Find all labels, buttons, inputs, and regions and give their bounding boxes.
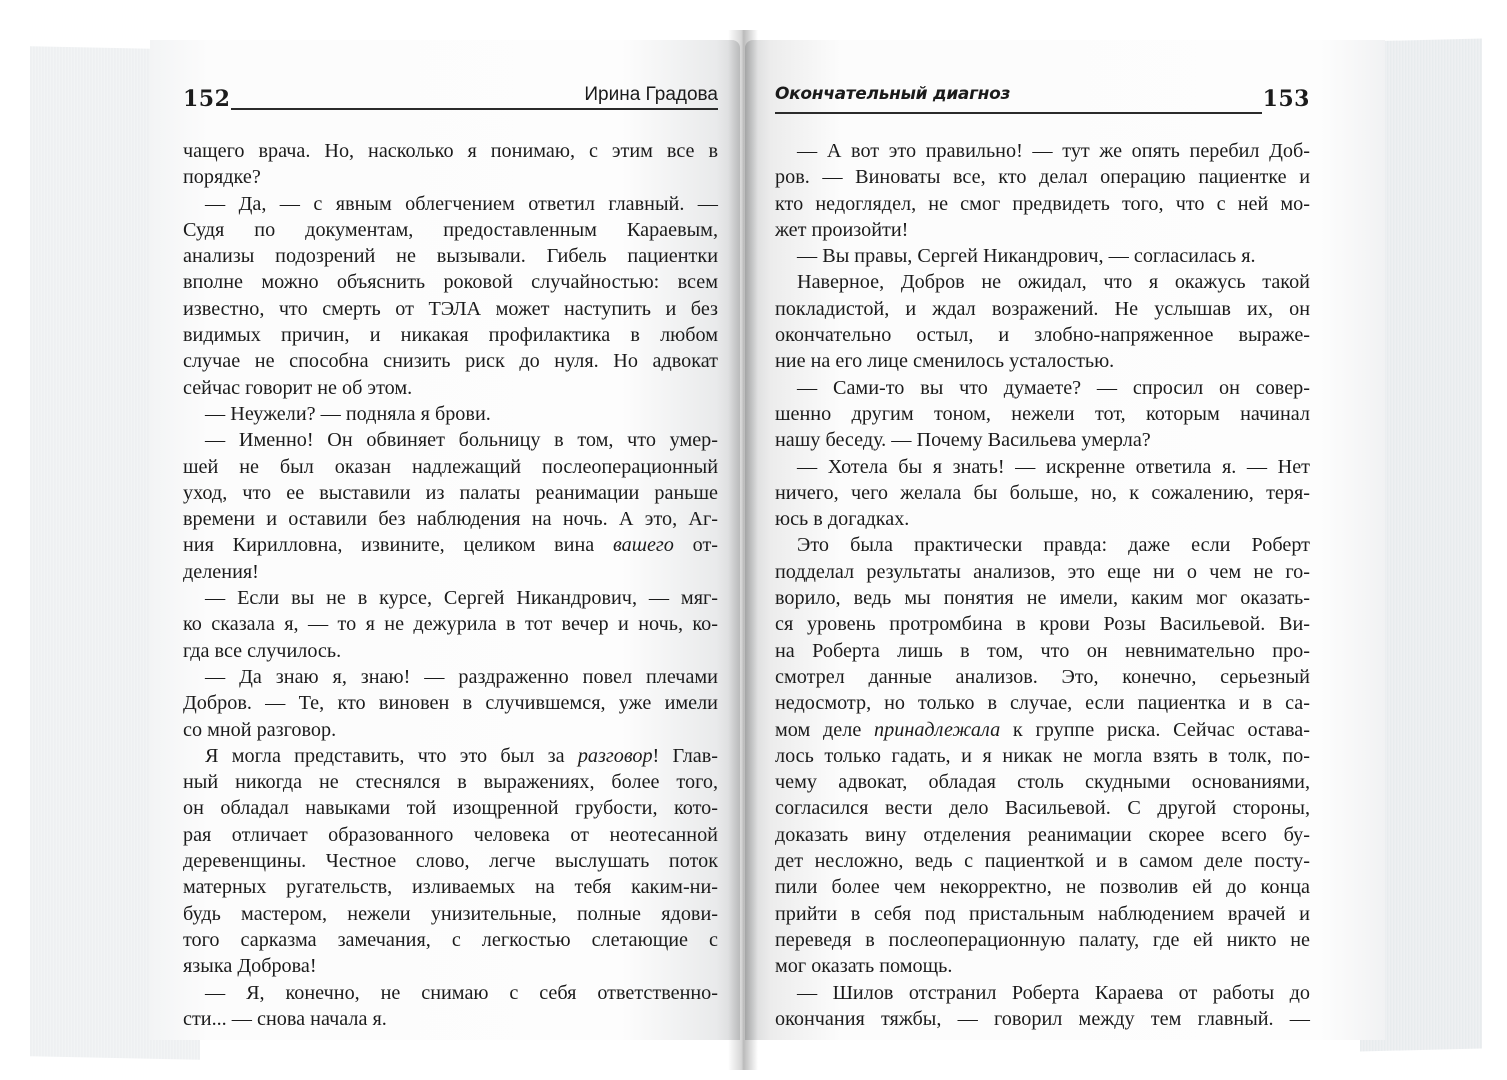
text-line: — Вы правы, Сергей Никандрович, — согласилась я. [797, 245, 1256, 268]
right-page-number: 153 [1262, 86, 1310, 112]
text-line: подделал результаты анализов, это еще ни о чем не го- [775, 560, 1310, 583]
text-line: — А вот это правильно! — тут же опять перебил Доб- [797, 140, 1310, 162]
text-line: порядке? [183, 166, 261, 189]
text-line: смотрел данные анализов. Это, конечно, серьезный [775, 665, 1310, 688]
text-line: времени и оставили без наблюдения на ночь. А это, Аг- [183, 508, 718, 531]
text-line: того сарказма замечания, с легкостью слетающие с [183, 928, 718, 951]
text-line: дет несложно, ведь с пациенткой и в самом деле посту- [775, 850, 1310, 873]
text-line: доказать вину отделения реанимации скорее всего бу- [775, 823, 1310, 846]
text-line: анализы подозрений не вызывали. Гибель пациентки [183, 245, 718, 268]
left-running-title: Ирина Градова [584, 84, 718, 105]
text-line: шей не был оказан надлежащий послеоперационный [183, 455, 718, 478]
text-line: мом деле принадлежала к группе риска. Сейчас остава- [775, 718, 1310, 741]
text-line: Судя по документам, предоставленным Караевым, [183, 218, 718, 241]
text-line: гда все случилось. [183, 639, 342, 662]
text-line: лось только гадать, и я никак не могла взять в толк, по- [775, 744, 1310, 767]
text-line: уход, что ее выставили из палаты реанимации раньше [183, 481, 718, 504]
text-line: — Да, — с явным облегчением ответил главный. — [205, 192, 718, 215]
text-line: пили более чем некорректно, не позволив ей до конца [775, 876, 1310, 899]
text-line: — Да знаю я, знаю! — раздраженно повел плечами [205, 665, 718, 688]
text-line: сти... — снова начала я. [183, 1007, 387, 1030]
text-line: Я могла представить, что это был за разговор! Глав- [205, 744, 718, 767]
text-line: ворило, ведь мы понятия не имели, каким мог оказать- [775, 587, 1310, 610]
text-line: покладистой, и ждал возражений. Не услышав их, он [775, 297, 1310, 320]
text-line: случае не способна снизить риск до нуля. Но адвокат [183, 350, 718, 373]
text-line: деревенщины. Честное слово, легче выслушать поток [183, 850, 718, 873]
text-line: чему адвокат, обладая столь скудными основаниями, [775, 771, 1310, 794]
text-line: деления! [183, 560, 259, 583]
text-line: на Роберта лишь в том, что он невнимательно про- [775, 639, 1310, 662]
text-line: мог оказать помощь. [775, 955, 953, 978]
text-line: ный никогда не стеснялся в выражениях, более того, [183, 771, 718, 794]
text-line: ров. — Виноваты все, кто делал операцию пациентке и [775, 166, 1310, 189]
text-line: — Если вы не в курсе, Сергей Никандрович, — мяг- [205, 587, 718, 610]
text-line: — Именно! Он обвиняет больницу в том, что умер- [205, 429, 718, 452]
text-line: будь мастером, нежели унизительные, полные ядови- [183, 902, 718, 925]
text-line: — Шилов отстранил Роберта Караева от работы до [797, 981, 1310, 1004]
text-line: языка Доброва! [183, 955, 317, 978]
text-line: Добров. — Те, кто виновен в случившемся, уже имели [183, 692, 718, 715]
text-line: он обладал навыками той изощренной грубости, кото- [183, 797, 718, 820]
text-line: согласился вести дело Васильевой. С другой стороны, [775, 797, 1310, 820]
text-line: — Сами-то вы что думаете? — спросил он совер- [797, 376, 1310, 399]
text-line: ко сказала я, — то я не дежурила в тот вечер и ночь, ко- [183, 613, 718, 636]
text-line: кто недоглядел, не смог предвидеть того, что с ней мо- [775, 192, 1310, 215]
text-line: нашу беседу. — Почему Васильева умерла? [775, 429, 1151, 452]
right-header-rule [775, 112, 1262, 114]
text-line: ся уровень протромбина в крови Розы Васильевой. Ви- [775, 613, 1310, 636]
text-line: окончания тяжбы, — говорил между тем главный. — [775, 1007, 1310, 1030]
text-line: сейчас говорит не об этом. [183, 376, 413, 399]
text-line: Наверное, Добров не ожидал, что я окажусь такой [797, 271, 1310, 294]
text-line: известно, что смерть от ТЭЛА может наступить и без [183, 297, 718, 320]
left-page-number: 152 [183, 86, 231, 112]
text-line: — Неужели? — подняла я брови. [205, 402, 491, 425]
text-line: видимых причин, и никакая профилактика в любом [183, 324, 718, 347]
left-page-text [183, 138, 718, 1032]
text-line: прийти в себя под пристальным наблюдением врачей и [775, 902, 1310, 925]
text-line: чащего врача. Но, насколько я понимаю, с этим все в [183, 140, 718, 162]
text-line: окончательно остыл, и злобно-напряженное выраже- [775, 324, 1310, 347]
text-line: ние на его лице сменилось усталостью. [775, 350, 1115, 373]
text-line: ния Кирилловна, извините, целиком вина вашего от- [183, 534, 719, 557]
text-line: рая отличает образованного человека от неотесанной [183, 823, 718, 846]
text-line: вполне можно объяснить роковой случайностью: всем [183, 271, 718, 294]
text-line: со мной разговор. [183, 718, 337, 741]
book-gutter [728, 30, 758, 1070]
text-line: переведя в послеоперационную палату, где ей никто не [775, 928, 1310, 951]
text-line: матерных ругательств, изливаемых на тебя каким-ни- [183, 876, 718, 899]
right-page-text [775, 138, 1310, 1032]
text-line: — Я, конечно, не снимаю с себя ответственно- [205, 981, 718, 1004]
text-line: шенно другим тоном, нежели тот, которым начинал [775, 402, 1310, 425]
text-line: юсь в догадках. [775, 508, 910, 531]
right-running-title: Окончательный диагноз [775, 84, 1011, 104]
text-line: ничего, чего желала бы больше, но, к сожалению, теря- [775, 481, 1310, 504]
text-line: жет произойти! [775, 218, 909, 241]
text-line: недосмотр, но только в случае, если пациентка и в са- [775, 692, 1310, 715]
right-page-header [775, 82, 1310, 122]
text-line: Это была практически правда: даже если Роберт [797, 534, 1310, 557]
left-header-rule [231, 108, 718, 110]
left-page-header [183, 82, 718, 122]
text-line: — Хотела бы я знать! — искренне ответила я. — Нет [797, 455, 1310, 478]
